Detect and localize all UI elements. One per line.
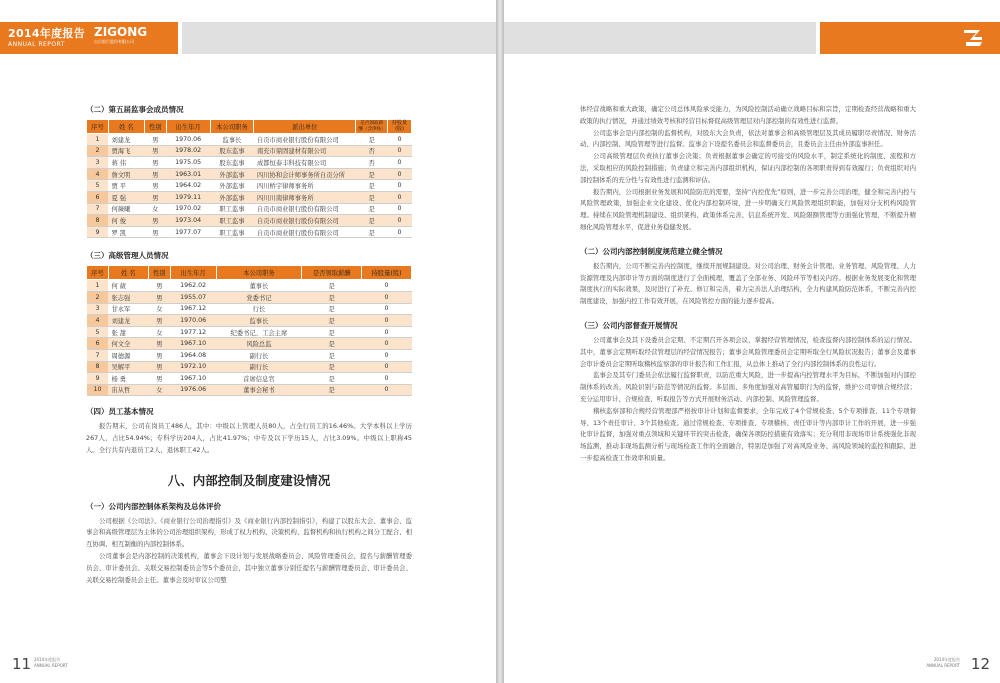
- table-cell: 刘建龙: [108, 315, 148, 327]
- table-cell: 监事长: [216, 315, 302, 327]
- right-p7: 监事会及其专门委员会依法履行监督职责，以防范重大风险，进一步提高内控管理水平为目标，不断加强对内部控制体系的改善、风险识别与防范等情况的监督。多层面、多角度加强对高管履职行为的监督，维护公司审慎合规经营；充分运用审计、合规检查、听取报告等方式开展财务活动、内部控制、风险管理监督。: [580, 371, 916, 403]
- table-cell: 男: [148, 291, 170, 303]
- table-cell: 外部监事: [210, 191, 254, 203]
- right-footer-note-2: ANNUAL REPORT: [926, 663, 960, 668]
- table-cell: 4: [87, 168, 109, 180]
- table-cell: 0: [388, 168, 412, 180]
- table-cell: 股东监事: [210, 157, 254, 169]
- table-cell: 是: [356, 168, 388, 180]
- left-content: [86, 104, 412, 586]
- table-cell: 1973.04: [166, 215, 210, 227]
- table-cell: 9: [87, 373, 109, 385]
- table-cell: 男: [148, 349, 170, 361]
- chapter-p1: 公司根据《公司法》、《商业银行公司治理指引》及《商业银行内部控制指引》，构建了以股东大会、董事会、监事会和高级管理层为主体的公司治理组织架构，形成了权力机构、决策机构、监督机构和执行机构之间分工配合、相互协调、相互制衡的内部控制体系。: [86, 516, 412, 549]
- left-footer-note-2: ANNUAL REPORT: [34, 663, 68, 668]
- left-footer-note-1: 2014年度报告: [34, 657, 61, 662]
- table-row: [87, 326, 412, 338]
- right-p6: 公司董事会及其下设委员会定期、不定期召开各项会议，掌握经营管理情况，检查监督内部控制体系的运行情况。其中，董事会定期听取经营管理层的经营情况报告；董事会风险管理委员会定期听取全行风险状况报告；董事会及董事会审计委员会定期听取稽核监察部的审计报告和工作汇报，从总体上推动了全行内部控制体系的良性运行。: [580, 335, 916, 368]
- staff-title: （四）员工基本情况: [86, 407, 154, 417]
- table-cell: 否: [356, 157, 388, 169]
- table-cell: 夏 强: [108, 191, 144, 203]
- right-sub3: （三）公司内部督查开展情况: [580, 320, 678, 330]
- table-cell: 男: [144, 180, 166, 192]
- table-cell: 贾 平: [108, 180, 144, 192]
- table-cell: 职工监事: [210, 203, 254, 215]
- table-cell: 是: [302, 280, 362, 292]
- table-cell: 外部监事: [210, 180, 254, 192]
- th-position: 本公司职务: [216, 266, 302, 280]
- table-cell: 何文全: [108, 338, 148, 350]
- table-cell: 0: [362, 303, 412, 315]
- table-cell: 0: [362, 315, 412, 327]
- table-row: [87, 191, 412, 203]
- table-cell: 纪委书记、工会主席: [216, 326, 302, 338]
- table-cell: 是: [302, 291, 362, 303]
- table-cell: 0: [362, 373, 412, 385]
- table-cell: 董事会秘书: [216, 384, 302, 396]
- right-footer-note: [926, 657, 960, 669]
- table-cell: 女: [148, 326, 170, 338]
- table-row: [87, 226, 412, 238]
- chapter-title: 八、内部控制及制度建设情况: [167, 472, 331, 488]
- table-cell: 男: [148, 361, 170, 373]
- th-unit: 派出单位: [254, 120, 356, 134]
- table-cell: 2: [87, 291, 109, 303]
- table-cell: 1978.02: [166, 145, 210, 157]
- table-row: [87, 373, 412, 385]
- left-footer-note: [34, 657, 68, 669]
- table-cell: 2: [87, 145, 109, 157]
- th-birth: 出生年月: [166, 120, 210, 134]
- right-p8: 稽核监察部和合规经营管理部严格按审计计划和监督要求，全年完成了4个常规检查、5个专项排查、11个专项督导、13个责任审计、3个其他检查。通过常规检查、专项排查、专项稽核、责任审计等内部审计工作的开展，进一步强化审计监督，加强对重点领域和关键环节的突击检查，确保各项防控措施有效落实；充分利用非现场审计系统强化非现场监测，推动非现场监测分析与现场检查工作的全面融合，特别是加强了对高风险业务、高风险领域的监控和跟踪，进一步提高检查工作效率和质量。: [580, 406, 916, 462]
- executives-table: [86, 265, 412, 396]
- right-footer-note-1: 2014年度报告: [933, 657, 960, 662]
- table-cell: 6: [87, 338, 109, 350]
- table-cell: 男: [148, 315, 170, 327]
- table-cell: 0: [388, 157, 412, 169]
- table-row: [87, 280, 412, 292]
- table-cell: 0: [388, 203, 412, 215]
- table-cell: 首席信息官: [216, 373, 302, 385]
- table-row: [87, 157, 412, 169]
- table-cell: 罗 凯: [108, 226, 144, 238]
- table-cell: 0: [388, 134, 412, 146]
- table-row: [87, 338, 412, 350]
- header-gray-bar: [504, 22, 816, 54]
- table-cell: 是: [302, 338, 362, 350]
- table-cell: 8: [87, 361, 109, 373]
- table-cell: 女: [148, 384, 170, 396]
- table-cell: 副行长: [216, 349, 302, 361]
- table-cell: 0: [362, 384, 412, 396]
- right-p4: 报告期内，公司根据业务发展和风险防范的需要，坚持“内控优先”原则，进一步完善公司治理，健全和完善内控与风险管理政策，加强企业文化建设、优化内部控制环境，进一步明确支行风险管理组织职能，加强对分支机构风险管理。持续在风险管理机制建设、组织架构、政策体系完善、信息系统开发、风险限额管理等方面强化管理，不断提升精细化风险管理水平，促进业务稳健发展。: [580, 187, 916, 231]
- table-cell: 男: [144, 226, 166, 238]
- table-row: [87, 145, 412, 157]
- table-row: [87, 134, 412, 146]
- table-cell: 1967.12: [170, 303, 216, 315]
- table-cell: 0: [362, 361, 412, 373]
- table-cell: 0: [388, 226, 412, 238]
- table-cell: 1977.07: [166, 226, 210, 238]
- table-cell: 1979.11: [166, 191, 210, 203]
- table-cell: 5: [87, 326, 109, 338]
- table-cell: 是: [356, 215, 388, 227]
- th-shares: 持股量(股): [388, 120, 412, 134]
- table-cell: 0: [362, 338, 412, 350]
- th-birth: 出生年月: [170, 266, 216, 280]
- table-cell: 周德源: [108, 349, 148, 361]
- zigong-sub-label: 自贡银行股份有限公司: [94, 39, 134, 44]
- table-cell: 0: [362, 349, 412, 361]
- right-p5: 报告期内，公司不断完善内控制度，继续开展规制建设。对公司治理、财务会计管理、业务管理、风险管理、人力资源管理及内部审计等方面的制度进行了全面梳理，覆盖了全部业务、风险环节等相关内容。根据业务发展变化和管理制度执行的实际效果，及时进行了补充、修订和完善，着力完善法人治理结构，全力构建风险防范体系，不断完善内控制度建设，加强内控工作有效开展，在风险管控方面的能力逐步提高。: [580, 261, 916, 306]
- table-cell: 四川协和会计师事务所自贡分所: [254, 168, 356, 180]
- table-cell: 股东监事: [210, 145, 254, 157]
- right-page: [504, 0, 1000, 683]
- annual-report-label: ANNUAL REPORT: [8, 41, 66, 48]
- bank-logo-icon: [960, 25, 986, 51]
- table-cell: 吴解平: [108, 361, 148, 373]
- table-cell: 0: [388, 215, 412, 227]
- table-cell: 自贡市商业银行股份有限公司: [254, 226, 356, 238]
- th-paid: 是否领取薪酬（含津贴）: [356, 120, 388, 134]
- table-cell: 0: [388, 145, 412, 157]
- table-cell: 女: [144, 203, 166, 215]
- table-cell: 甘永军: [108, 303, 148, 315]
- table-cell: 男: [144, 157, 166, 169]
- table-cell: 是: [302, 373, 362, 385]
- table-row: [87, 303, 412, 315]
- table-cell: 监事长: [210, 134, 254, 146]
- zigong-label: ZIGONG: [94, 25, 148, 39]
- th-gender: 性别: [148, 266, 170, 280]
- table-cell: 自贡市商业银行股份有限公司: [254, 203, 356, 215]
- table-cell: 男: [144, 215, 166, 227]
- table-row: [87, 315, 412, 327]
- table-cell: 杨 勇: [108, 373, 148, 385]
- table-cell: 自贡市商业银行股份有限公司: [254, 134, 356, 146]
- table-cell: 男: [144, 168, 166, 180]
- report-year-title: 2014年度报告: [8, 27, 86, 40]
- table-cell: 是: [356, 203, 388, 215]
- table-cell: 是: [356, 180, 388, 192]
- table-cell: 四川川南律师事务所: [254, 191, 356, 203]
- table-cell: 1972.10: [170, 361, 216, 373]
- table-cell: 1976.06: [170, 384, 216, 396]
- table-cell: 蒋 伟: [108, 157, 144, 169]
- table-row: [87, 349, 412, 361]
- supervisors-title: （二）第五届监事会成员情况: [86, 105, 184, 114]
- right-p3: 公司高级管理层负责执行董事会决策；负责根据董事会确定的可接受的风险水平，制定系统化的制度、流程和方法，采取相应的风险控制措施；负责建立和完善内部组织机构，保证内部控制的各项职责得到有效履行；负责组织对内部控制体系的充分性与有效性进行监测和评估。: [580, 152, 916, 184]
- th-name: 姓 名: [108, 266, 148, 280]
- table-cell: 张志强: [108, 291, 148, 303]
- table-cell: 1: [87, 134, 109, 146]
- table-cell: 行长: [216, 303, 302, 315]
- th-index: 序号: [87, 120, 109, 134]
- table-cell: 0: [388, 191, 412, 203]
- left-page-number: 11: [12, 655, 32, 673]
- table-cell: 9: [87, 226, 109, 238]
- table-cell: 否: [356, 145, 388, 157]
- table-cell: 是: [356, 134, 388, 146]
- table-cell: 7: [87, 349, 109, 361]
- th-gender: 性别: [144, 120, 166, 134]
- right-page-number: 12: [970, 655, 990, 673]
- table-cell: 1: [87, 280, 109, 292]
- header-gray-bar: [182, 22, 496, 54]
- right-p2: 公司监事会是内部控制的监督机构，对股东大会负责，依法对董事会和高级管理层及其成员履职尽责情况、财务活动、内部控制、风险管理等进行监督。监事会下设提名委员会和监督委员会，且委员会主任由外部监事担任。: [580, 128, 916, 149]
- table-cell: 1970.06: [166, 134, 210, 146]
- table-row: [87, 384, 412, 396]
- chapter-p2: 公司董事会是内部控制的决策机构，董事会下设计划与发展战略委员会、风险管理委员会、提名与薪酬管理委员会、审计委员会、关联交易控制委员会等5个委员会，其中独立董事分别任提名与薪酬管理委员会、审计委员会、关联交易控制委员会主任。董事会及时审议公司整: [86, 552, 412, 584]
- table-cell: 董事长: [216, 280, 302, 292]
- table-cell: 1962.02: [170, 280, 216, 292]
- table-cell: 1970.02: [166, 203, 210, 215]
- table-cell: 是: [302, 384, 362, 396]
- table-cell: 1970.06: [170, 315, 216, 327]
- th-index: 序号: [87, 266, 109, 280]
- table-cell: 1967.10: [170, 373, 216, 385]
- th-paid: 是否领取薪酬: [302, 266, 362, 280]
- table-cell: 成都恒泰丰科技有限公司: [254, 157, 356, 169]
- table-row: [87, 203, 412, 215]
- table-cell: 0: [362, 280, 412, 292]
- supervisors-table: [86, 119, 412, 238]
- table-cell: 0: [362, 326, 412, 338]
- table-cell: 自贡市商业银行股份有限公司: [254, 215, 356, 227]
- th-position: 本公司职务: [210, 120, 254, 134]
- table-cell: 宙从哲: [108, 384, 148, 396]
- table-cell: 3: [87, 303, 109, 315]
- table-cell: 风险总监: [216, 338, 302, 350]
- table-cell: 何 俊: [108, 215, 144, 227]
- table-cell: 0: [388, 180, 412, 192]
- table-cell: 四川桥宇律师事务所: [254, 180, 356, 192]
- table-cell: 是: [302, 361, 362, 373]
- table-cell: 何薇曦: [108, 203, 144, 215]
- table-cell: 1963.01: [166, 168, 210, 180]
- table-cell: 1964.08: [170, 349, 216, 361]
- th-shares: 持股量(股): [362, 266, 412, 280]
- staff-paragraph: 报告期末，公司在岗员工486人，其中：中级以上管理人员80人，占全行员工的16.46%。大学本科以上学历267人，占比54.94%；专科学历204人，占比41.97%；中专及以下学历15人，占比3.09%。中级以上职称45人。全行共有内退员工2人，退休职工42人。: [86, 422, 412, 454]
- table-cell: 8: [87, 215, 109, 227]
- table-cell: 男: [148, 338, 170, 350]
- table-cell: 是: [302, 303, 362, 315]
- table-cell: 10: [87, 384, 109, 396]
- report-brand: [8, 25, 148, 48]
- left-page: [0, 0, 496, 683]
- table-cell: 副行长: [216, 361, 302, 373]
- table-cell: 职工监事: [210, 226, 254, 238]
- table-cell: 男: [144, 134, 166, 146]
- table-cell: 南充市鼎固建材有限公司: [254, 145, 356, 157]
- table-row: [87, 180, 412, 192]
- right-content: [580, 104, 916, 465]
- table-cell: 党委书记: [216, 291, 302, 303]
- table-cell: 男: [148, 280, 170, 292]
- table-cell: 贾海飞: [108, 145, 144, 157]
- table-cell: 刘建龙: [108, 134, 144, 146]
- table-cell: 0: [362, 291, 412, 303]
- executives-title: （三）高级管理人员情况: [86, 251, 169, 261]
- table-cell: 何 葳: [108, 280, 148, 292]
- table-cell: 是: [356, 191, 388, 203]
- table-cell: 1977.12: [170, 326, 216, 338]
- spine-gutter: [496, 0, 504, 683]
- table-cell: 张 甜: [108, 326, 148, 338]
- table-cell: 男: [148, 373, 170, 385]
- table-cell: 是: [302, 315, 362, 327]
- table-cell: 1975.05: [166, 157, 210, 169]
- right-sub2: （二）公司内部控制制度规范建立健全情况: [580, 246, 723, 256]
- table-cell: 是: [302, 349, 362, 361]
- table-cell: 男: [144, 145, 166, 157]
- table-row: [87, 168, 412, 180]
- table-cell: 是: [356, 226, 388, 238]
- table-cell: 男: [144, 191, 166, 203]
- right-p1: 体经营战略和重大政策，确定公司总体风险承受能力，为风险控制活动确立战略目标和宗旨，定期检查经营战略和重大政策的执行情况，并通过绩效考核和经营目标督促高级管理层对内部控制的有效性进行监督。: [580, 105, 916, 125]
- table-row: [87, 215, 412, 227]
- table-cell: 7: [87, 203, 109, 215]
- table-cell: 女: [148, 303, 170, 315]
- table-cell: 外部监事: [210, 168, 254, 180]
- th-name: 姓 名: [108, 120, 144, 134]
- table-row: [87, 361, 412, 373]
- chapter-sub1: （一）公司内部控制体系架构及总体评价: [86, 501, 221, 511]
- table-cell: 1955.07: [170, 291, 216, 303]
- table-cell: 詹文明: [108, 168, 144, 180]
- table-cell: 是: [302, 326, 362, 338]
- table-cell: 5: [87, 180, 109, 192]
- table-cell: 1967.10: [170, 338, 216, 350]
- table-row: [87, 291, 412, 303]
- table-cell: 职工监事: [210, 215, 254, 227]
- table-cell: 3: [87, 157, 109, 169]
- table-cell: 4: [87, 315, 109, 327]
- table-cell: 6: [87, 191, 109, 203]
- table-cell: 1964.02: [166, 180, 210, 192]
